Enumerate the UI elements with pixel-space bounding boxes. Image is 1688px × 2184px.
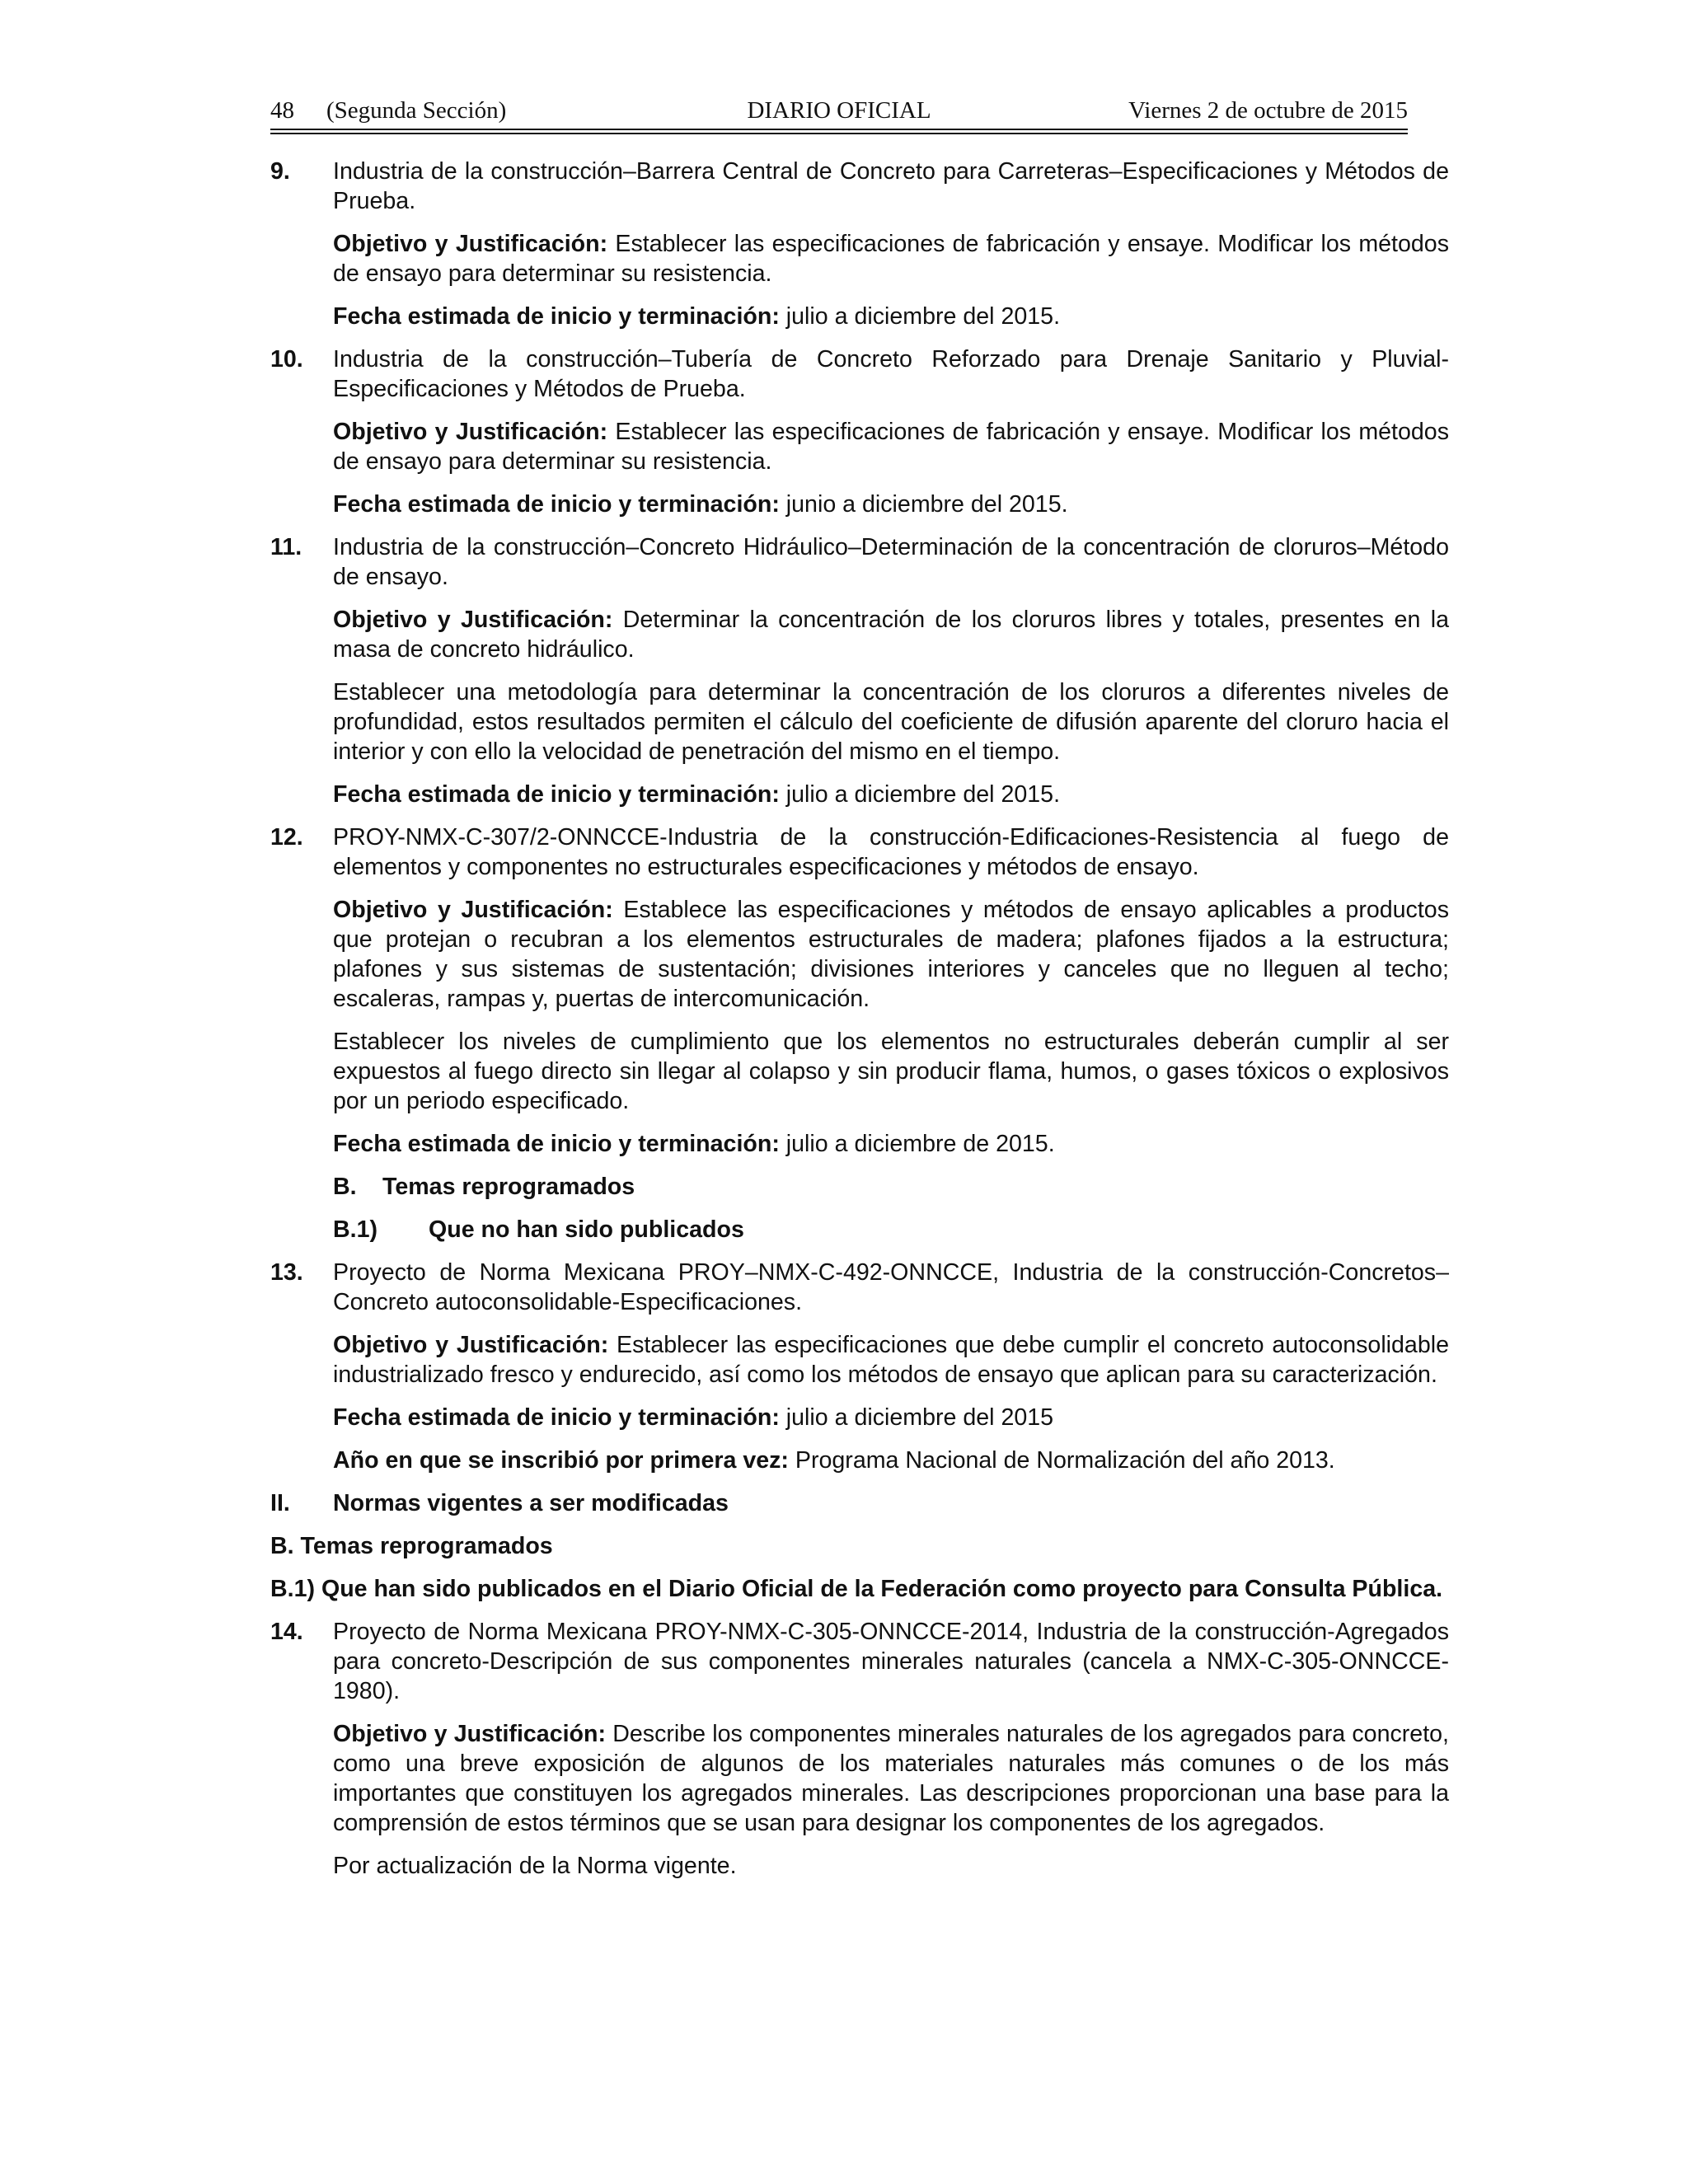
- paragraph-label: Fecha estimada de inicio y terminación:: [333, 491, 780, 518]
- paragraph-label: Objetivo y Justificación:: [333, 1332, 609, 1358]
- item-number: 11.: [270, 534, 302, 560]
- paragraph-text: Establecer las especificaciones que debe cumplir el concreto autoconsolidable industrializado fresco y endurecido, así como los métodos de ensayo que aplican para su caracterización.: [333, 1332, 1449, 1388]
- item-paragraph: [237, 605, 1449, 664]
- item-paragraph: [237, 1851, 1449, 1881]
- item-paragraph: [237, 302, 1449, 331]
- paragraph-label: Objetivo y Justificación:: [333, 607, 613, 633]
- item-title: Proyecto de Norma Mexicana PROY-NMX-C-305-ONNCCE-2014, Industria de la construcción-Agregados para concreto-Descripción de sus componentes minerales naturales (cancela a NMX-C-305-ONNCCE-1980).: [333, 1619, 1449, 1704]
- header-section: (Segunda Sección): [326, 97, 507, 124]
- paragraph-label: Fecha estimada de inicio y terminación:: [333, 1131, 780, 1157]
- item-number: 14.: [270, 1619, 303, 1645]
- paragraph-text: Programa Nacional de Normalización del año 2013.: [788, 1447, 1335, 1474]
- subheading-label: B.1): [333, 1216, 378, 1243]
- list-item: [237, 823, 1449, 882]
- page-header: [270, 94, 1408, 127]
- paragraph-label: Objetivo y Justificación:: [333, 419, 608, 445]
- paragraph-text: julio a diciembre del 2015.: [779, 303, 1061, 330]
- paragraph-text: Establece las especificaciones y métodos de ensayo aplicables a productos que protejan o recubran a los elementos estructurales de madera; plafones fijados a la estructura; plafones y sus sistemas de sustentación; divisiones interiores y canceles que no lleguen al techo; escaleras, rampas y, puertas de intercomunicación.: [333, 897, 1449, 1012]
- paragraph-text: julio a diciembre del 2015.: [779, 781, 1061, 808]
- paragraph-label: Fecha estimada de inicio y terminación:: [333, 781, 780, 808]
- header-rule-bottom: [270, 133, 1408, 134]
- paragraph-text: Determinar la concentración de los cloruros libres y totales, presentes en la masa de concreto hidráulico.: [333, 607, 1449, 663]
- item-paragraph: [237, 490, 1449, 519]
- subheading-text: Que no han sido publicados: [429, 1216, 744, 1243]
- paragraph-label: Objetivo y Justificación:: [333, 231, 608, 257]
- item-number: 12.: [270, 824, 303, 851]
- subheading-text: B.1) Que han sido publicados en el Diario Oficial de la Federación como proyecto para Consulta Pública.: [270, 1576, 1443, 1602]
- paragraph-text: Establecer los niveles de cumplimiento que los elementos no estructurales deberán cumplir al ser expuestos al fuego directo sin llegar al colapso y sin producir flama, humos, o gases tóxicos o explosivos por un periodo especificado.: [333, 1029, 1449, 1114]
- paragraph-text: Establecer las especificaciones de fabricación y ensaye. Modificar los métodos de ensayo para determinar su resistencia.: [333, 419, 1449, 475]
- paragraph-text: julio a diciembre del 2015: [779, 1404, 1054, 1431]
- paragraph-label: Año en que se inscribió por primera vez:: [333, 1447, 789, 1474]
- paragraph-text: Establecer una metodología para determinar la concentración de los cloruros a diferentes niveles de profundidad, estos resultados permiten el cálculo del coeficiente de difusión aparente del cloruro hacia el interior y con ello la velocidad de penetración del mismo en el tiempo.: [333, 679, 1449, 765]
- item-paragraph: [237, 229, 1449, 288]
- item-paragraph: [237, 1446, 1449, 1475]
- list-item: [237, 532, 1449, 592]
- paragraph-label: Objetivo y Justificación:: [333, 897, 613, 923]
- header-date: Viernes 2 de octubre de 2015: [1128, 97, 1408, 124]
- subheading-publicados-consulta: [237, 1574, 1449, 1604]
- paragraph-text: Establecer las especificaciones de fabricación y ensaye. Modificar los métodos de ensayo para determinar su resistencia.: [333, 231, 1449, 287]
- item-paragraph: [237, 1129, 1449, 1159]
- header-paper-name: DIARIO OFICIAL: [747, 97, 931, 124]
- item-paragraph: [237, 1403, 1449, 1432]
- document-body: [237, 157, 1449, 1894]
- item-paragraph: [237, 1027, 1449, 1116]
- subheading-temas-reprogramados: [237, 1172, 1449, 1202]
- item-paragraph: [237, 677, 1449, 766]
- item-number: 13.: [270, 1259, 303, 1286]
- paragraph-text: julio a diciembre de 2015.: [779, 1131, 1055, 1157]
- subheading-temas-reprogramados-ii: [237, 1531, 1449, 1561]
- item-number: 9.: [270, 158, 290, 185]
- section-heading-normas-vigentes: [237, 1488, 1449, 1518]
- paragraph-text: Por actualización de la Norma vigente.: [333, 1853, 737, 1879]
- item-number: 10.: [270, 346, 303, 373]
- item-paragraph: [237, 417, 1449, 476]
- header-page-number: 48: [270, 97, 294, 124]
- subheading-text: Temas reprogramados: [382, 1174, 635, 1200]
- paragraph-label: Objetivo y Justificación:: [333, 1721, 607, 1747]
- paragraph-text: junio a diciembre del 2015.: [779, 491, 1068, 518]
- subheading-text: B. Temas reprogramados: [270, 1533, 553, 1559]
- item-title: Industria de la construcción–Tubería de Concreto Reforzado para Drenaje Sanitario y Pluvial-Especificaciones y Métodos de Prueba.: [333, 346, 1449, 402]
- section-text: Normas vigentes a ser modificadas: [333, 1490, 729, 1516]
- item-title: Industria de la construcción–Concreto Hidráulico–Determinación de la concentración de cloruros–Método de ensayo.: [333, 534, 1449, 590]
- item-paragraph: [237, 895, 1449, 1014]
- item-paragraph: [237, 1330, 1449, 1390]
- paragraph-text: Describe los componentes minerales naturales de los agregados para concreto, como una breve exposición de algunos de los materiales naturales más comunes o de los más importantes que constituyen los agregados minerales. Las descripciones proporcionan una base para la comprensión de estos términos que se usan para designar los componentes de los agregados.: [333, 1721, 1449, 1836]
- list-item: [237, 344, 1449, 404]
- paragraph-label: Fecha estimada de inicio y terminación:: [333, 303, 780, 330]
- item-title: PROY-NMX-C-307/2-ONNCCE-Industria de la construcción-Edificaciones-Resistencia al fuego de elementos y componentes no estructurales especificaciones y métodos de ensayo.: [333, 824, 1449, 880]
- subheading-no-publicados: [237, 1215, 1449, 1244]
- item-paragraph: [237, 1719, 1449, 1838]
- list-item: [237, 1617, 1449, 1706]
- section-label: II.: [270, 1490, 290, 1516]
- subheading-label: B.: [333, 1174, 357, 1200]
- paragraph-label: Fecha estimada de inicio y terminación:: [333, 1404, 780, 1431]
- item-paragraph: [237, 780, 1449, 809]
- list-item: [237, 1258, 1449, 1317]
- list-item: [237, 157, 1449, 216]
- item-title: Industria de la construcción–Barrera Central de Concreto para Carreteras–Especificaciones y Métodos de Prueba.: [333, 158, 1449, 214]
- header-rule-top: [270, 129, 1408, 130]
- item-title: Proyecto de Norma Mexicana PROY–NMX-C-492-ONNCCE, Industria de la construcción-Concretos–Concreto autoconsolidable-Especificaciones.: [333, 1259, 1449, 1315]
